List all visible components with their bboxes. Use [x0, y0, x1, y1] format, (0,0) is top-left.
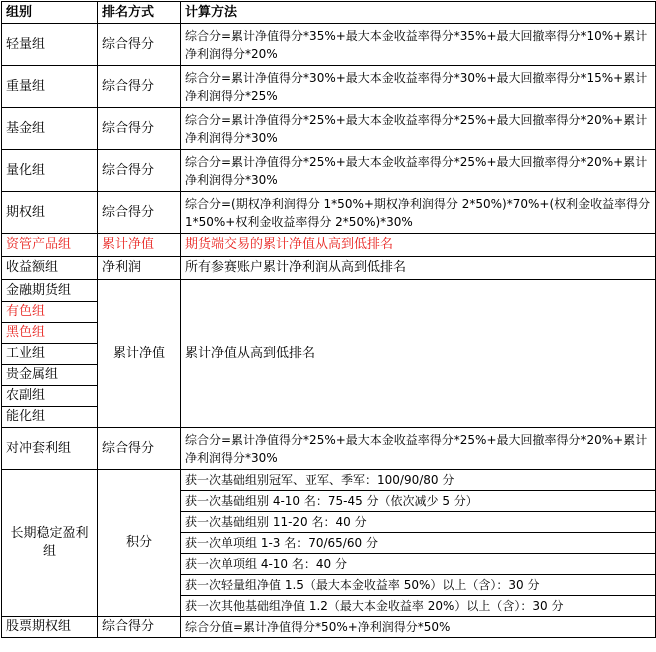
- calc-cell: 获一次基础组别冠军、亚军、季军：100/90/80 分: [181, 470, 656, 491]
- group-cell: 金融期货组: [2, 280, 98, 302]
- method-cell: 综合得分: [98, 150, 181, 192]
- group-cell: 贵金属组: [2, 365, 98, 386]
- method-cell: 净利润: [98, 257, 181, 280]
- table-row: [2, 66, 656, 108]
- group-cell: 收益额组: [2, 257, 98, 280]
- calc-cell: 获一次基础组别 4-10 名：75-45 分（依次减少 5 分）: [181, 491, 656, 512]
- calc-cell: 获一次单项组 4-10 名：40 分: [181, 554, 656, 575]
- header-calculation: 计算方法: [181, 2, 656, 24]
- table-row: [2, 428, 656, 470]
- method-cell: 积分: [98, 470, 181, 617]
- group-cell: 工业组: [2, 344, 98, 365]
- table-row: [2, 280, 656, 302]
- header-ranking-method: 排名方式: [98, 2, 181, 24]
- calc-cell: 综合分=累计净值得分*25%+最大本金收益率得分*25%+最大回撤率得分*20%+累计净利润得分*30%: [181, 150, 656, 192]
- table-header-row: [2, 2, 656, 24]
- method-cell: 累计净值: [98, 280, 181, 428]
- table-row: [2, 617, 656, 638]
- group-cell: 黑色组: [2, 323, 98, 344]
- table-row: [2, 257, 656, 280]
- rules-table: [1, 1, 656, 638]
- group-cell: 基金组: [2, 108, 98, 150]
- method-cell: 累计净值: [98, 234, 181, 257]
- group-cell: 股票期权组: [2, 617, 98, 638]
- calc-cell: 综合分=累计净值得分*25%+最大本金收益率得分*25%+最大回撤率得分*20%+累计净利润得分*30%: [181, 428, 656, 470]
- group-cell: 期权组: [2, 192, 98, 234]
- method-cell: 综合得分: [98, 24, 181, 66]
- method-cell: 综合得分: [98, 192, 181, 234]
- group-cell: 资管产品组: [2, 234, 98, 257]
- group-cell: 重量组: [2, 66, 98, 108]
- group-cell: 能化组: [2, 407, 98, 428]
- calc-cell: 累计净值从高到低排名: [181, 280, 656, 428]
- table-row: [2, 150, 656, 192]
- calc-cell: 获一次基础组别 11-20 名：40 分: [181, 512, 656, 533]
- table-row: [2, 108, 656, 150]
- table-row: [2, 470, 656, 491]
- group-cell: 有色组: [2, 302, 98, 323]
- calc-cell: 获一次轻量组净值 1.5（最大本金收益率 50%）以上（含）：30 分: [181, 575, 656, 596]
- header-group: 组别: [2, 2, 98, 24]
- calc-cell: 获一次其他基础组净值 1.2（最大本金收益率 20%）以上（含）：30 分: [181, 596, 656, 617]
- group-cell: 对冲套利组: [2, 428, 98, 470]
- group-cell: 农副组: [2, 386, 98, 407]
- table-row: [2, 24, 656, 66]
- calc-cell: 获一次单项组 1-3 名：70/65/60 分: [181, 533, 656, 554]
- table-row: [2, 192, 656, 234]
- calc-cell: 综合分=(期权净利润得分 1*50%+期权净利润得分 2*50%)*70%+(权利金收益率得分 1*50%+权利金收益率得分 2*50%)*30%: [181, 192, 656, 234]
- calc-cell: 综合分=累计净值得分*30%+最大本金收益率得分*30%+最大回撤率得分*15%+累计净利润得分*25%: [181, 66, 656, 108]
- calc-cell: 综合分值=累计净值得分*50%+净利润得分*50%: [181, 617, 656, 638]
- calc-cell: 综合分=累计净值得分*25%+最大本金收益率得分*25%+最大回撤率得分*20%+累计净利润得分*30%: [181, 108, 656, 150]
- method-cell: 综合得分: [98, 617, 181, 638]
- group-cell: 长期稳定盈利组: [2, 470, 98, 617]
- calc-cell: 期货端交易的累计净值从高到低排名: [181, 234, 656, 257]
- calc-cell: 所有参赛账户累计净利润从高到低排名: [181, 257, 656, 280]
- method-cell: 综合得分: [98, 66, 181, 108]
- group-cell: 轻量组: [2, 24, 98, 66]
- method-cell: 综合得分: [98, 108, 181, 150]
- table-row: [2, 234, 656, 257]
- group-cell: 量化组: [2, 150, 98, 192]
- method-cell: 综合得分: [98, 428, 181, 470]
- calc-cell: 综合分=累计净值得分*35%+最大本金收益率得分*35%+最大回撤率得分*10%+累计净利润得分*20%: [181, 24, 656, 66]
